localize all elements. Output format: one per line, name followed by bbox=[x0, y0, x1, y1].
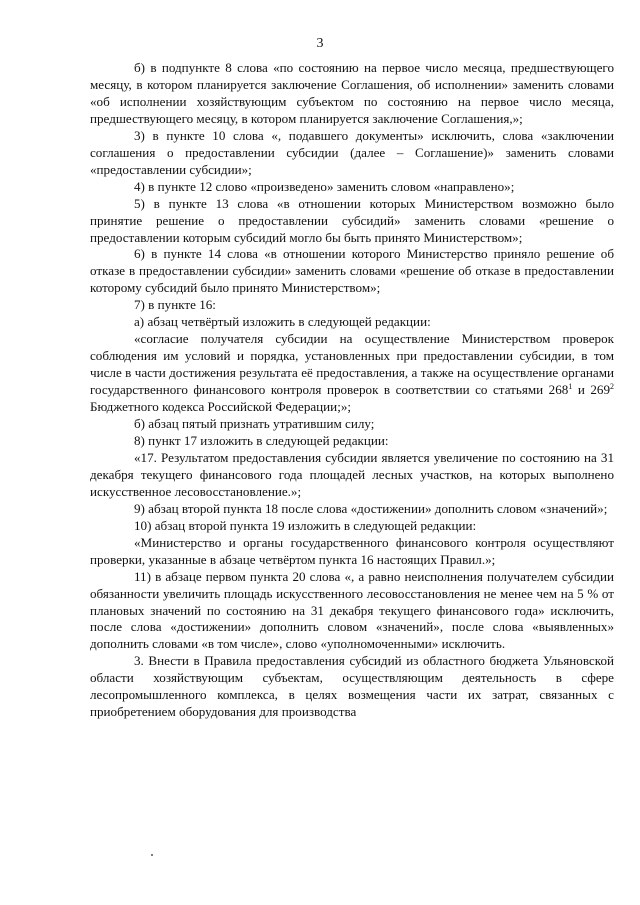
scan-speck bbox=[151, 854, 153, 856]
superscript-2: 2 bbox=[610, 382, 614, 392]
superscript-1: 1 bbox=[568, 382, 573, 392]
paragraph-item-11: 11) в абзаце первом пункта 20 слова «, а равно неисполнения получателем субсидии обязанности увеличить площадь искусственного лесовосстановления не менее чем на 5 % от плановых значений по состоянию на 31 декабря текущего финансового года» исключить, после слова «достижении» дополнить словом «значений», после слова «выявленных» дополнить словами «в том числе», слово «уполномоченными» исключить. bbox=[90, 568, 614, 652]
paragraph-item-7b: б) абзац пятый признать утратившим силу; bbox=[134, 416, 375, 432]
quote-16-text-mid: и 269 bbox=[572, 382, 610, 398]
paragraph-item-9: 9) абзац второй пункта 18 после слова «достижении» дополнить словом «значений»; bbox=[134, 500, 608, 516]
paragraph-quote-16 bbox=[90, 331, 614, 416]
quote-16-text: «согласие получателя субсидии на осуществление Министерством проверок соблюдения им условий и порядка, установленных при предоставлении субсидии, в том числе в части достижения результата её предоставления, а также на осуществление органами государственного финансового контроля проверок в соответствии со статьями 268 bbox=[90, 331, 614, 398]
paragraph-item-4: 4) в пункте 12 слово «произведено» заменить словом «направлено»; bbox=[134, 178, 515, 194]
paragraph-item-7: 7) в пункте 16: bbox=[134, 297, 216, 313]
paragraph-section-3: 3. Внести в Правила предоставления субсидий из областного бюджета Ульяновской области хозяйствующим субъектам, осуществляющим деятельность в сфере лесопромышленного комплекса, в целях возмещения части их затрат, связанных с приобретением оборудования для производства bbox=[90, 653, 614, 720]
page-number: 3 bbox=[316, 36, 324, 51]
paragraph-quote-17: «17. Результатом предоставления субсидии является увеличение по состоянию на 31 декабря текущего финансового года площадей лесных участков, на которых выполнено искусственное лесовосстановление.»; bbox=[90, 449, 614, 499]
paragraph-item-10: 10) абзац второй пункта 19 изложить в следующей редакции: bbox=[134, 517, 477, 533]
paragraph-item-7a: а) абзац четвёртый изложить в следующей редакции: bbox=[134, 314, 431, 330]
paragraph-item-6: 6) в пункте 14 слова «в отношении которого Министерство приняло решение об отказе в предоставлении субсидии» заменить словами «решение об отказе в предоставлении которому субсидий было принято Министерством»; bbox=[90, 246, 614, 296]
quote-16-text-end: Бюджетного кодекса Российской Федерации;»; bbox=[90, 399, 352, 415]
paragraph-item-5: 5) в пункте 13 слова «в отношении которых Министерством возможно было принятие решение о предоставлении субсидий» заменить словами «решение о предоставлении которым субсидий могло бы быть принято Министерством»; bbox=[90, 195, 614, 245]
paragraph-quote-19: «Министерство и органы государственного финансового контроля осуществляют проверки, указанные в абзаце четвёртом пункта 16 настоящих Правил.»; bbox=[90, 534, 614, 567]
paragraph-item-8: 8) пункт 17 изложить в следующей редакции: bbox=[134, 432, 389, 448]
document-body bbox=[90, 60, 614, 721]
paragraph-b-subpoint-8: б) в подпункте 8 слова «по состоянию на первое число месяца, предшествующего месяцу, в котором планируется заключение Соглашения, об исполнении» заменить словами «об исполнении хозяйствующим субъектом по состоянию на первое число месяца, предшествующего месяцу, в котором планируется заключение Соглашения,»; bbox=[90, 60, 614, 126]
paragraph-item-3: 3) в пункте 10 слова «, подавшего документы» исключить, слова «заключении соглашения о предоставлении субсидии (далее – Соглашение)» заменить словами «предоставлении субсидии»; bbox=[90, 127, 614, 177]
